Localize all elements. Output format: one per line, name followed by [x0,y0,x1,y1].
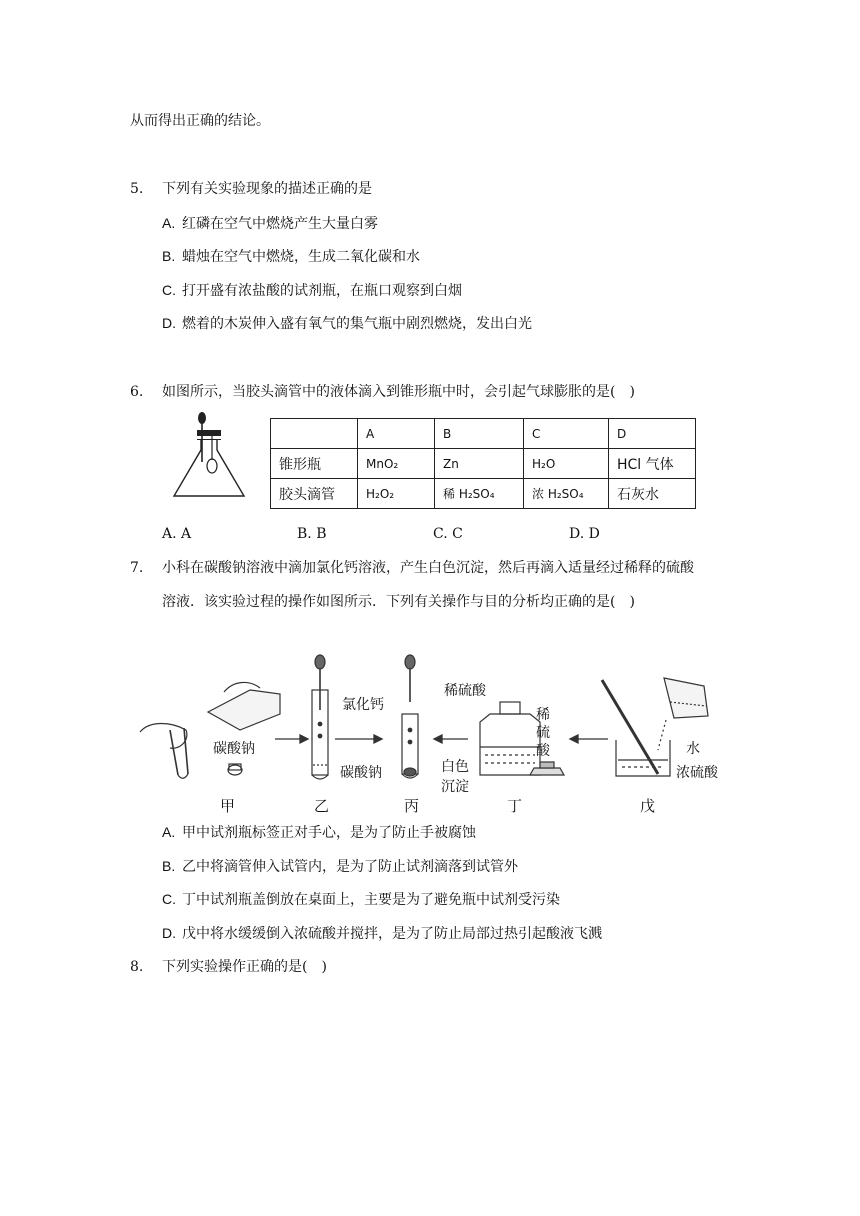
table-cell: 锥形瓶 [271,449,358,479]
q7-option-d[interactable] [162,923,602,944]
q6-choice-c[interactable]: C. C [433,526,463,542]
q5-option-b[interactable] [162,246,420,267]
label-calcium-chloride: 氯化钙 [342,697,384,713]
option-letter: D. [162,925,176,941]
option-letter: B. [162,858,176,874]
label-dilute-sulfuric-2c: 酸 [536,743,550,759]
step-jia-drawing [140,682,280,778]
option-letter: C. [162,891,176,907]
option-text: 乙中将滴管伸入试管内，是为了防止试剂滴落到试管外 [182,859,518,875]
q6-number: 6. [130,384,144,400]
option-letter: C. [162,282,176,298]
q5-stem: 下列有关实验现象的描述正确的是 [162,181,372,197]
q7-option-a[interactable] [162,822,476,843]
table-cell: HCl 气体 [609,449,696,479]
table-row [271,419,696,449]
q6-choice-d[interactable]: D. D [569,526,600,542]
caption-jia: 甲 [220,797,236,815]
q7-stem-line2: 溶液．该实验过程的操作如图所示．下列有关操作与目的分析均正确的是( ) [162,594,635,610]
option-letter: D. [162,315,176,331]
q7-number: 7. [130,560,144,576]
table-cell: C [524,419,609,449]
intro-tail-text: 从而得出正确的结论。 [130,113,270,129]
option-text: 红磷在空气中燃烧产生大量白雾 [182,216,378,232]
table-row [271,449,696,479]
table-cell: MnO₂ [358,449,435,479]
caption-ding: 丁 [507,797,523,815]
caption-bing: 丙 [404,797,420,815]
label-dilute-sulfuric-2a: 稀 [536,707,550,723]
table-cell: 浓 H₂SO₄ [524,479,609,509]
table-cell: 胶头滴管 [271,479,358,509]
option-letter: A. [162,215,176,231]
option-text: 蜡烛在空气中燃烧，生成二氧化碳和水 [182,249,420,265]
table-cell: H₂O₂ [358,479,435,509]
q7-option-b[interactable] [162,856,518,877]
step-yi-drawing [312,655,328,779]
label-precipitate: 沉淀 [441,779,469,795]
table-cell [271,419,358,449]
arrow-icon [275,735,608,743]
q5-option-d[interactable] [162,313,532,334]
q6-reagent-table [270,418,696,509]
q7-stem-line1: 小科在碳酸钠溶液中滴加氯化钙溶液，产生白色沉淀，然后再滴入适量经过稀释的硫酸 [162,560,694,576]
option-text: 打开盛有浓盐酸的试剂瓶，在瓶口观察到白烟 [182,283,462,299]
q6-choice-a[interactable]: A. A [162,526,192,542]
table-cell: D [609,419,696,449]
label-conc-sulfuric: 浓硫酸 [676,765,718,781]
q5-option-c[interactable] [162,280,462,301]
table-cell: B [435,419,524,449]
table-cell: A [358,419,435,449]
option-text: 燃着的木炭伸入盛有氧气的集气瓶中剧烈燃烧，发出白光 [182,316,532,332]
option-letter: A. [162,824,176,840]
q6-choice-b[interactable]: B. B [297,526,327,542]
label-water: 水 [686,741,700,757]
q8-stem: 下列实验操作正确的是( ) [162,959,327,975]
step-bing-drawing [402,655,418,778]
label-white: 白色 [441,759,469,775]
option-letter: B. [162,248,176,264]
table-cell: 稀 H₂SO₄ [435,479,524,509]
table-cell: Zn [435,449,524,479]
q6-stem: 如图所示，当胶头滴管中的液体滴入到锥形瓶中时，会引起气球膨胀的是( ) [162,384,635,400]
caption-yi: 乙 [314,797,330,815]
caption-wu: 戊 [640,797,656,815]
q5-option-a[interactable] [162,213,378,234]
option-text: 丁中试剂瓶盖倒放在桌面上，主要是为了避免瓶中试剂受污染 [182,892,560,908]
label-dilute-sulfuric-1: 稀硫酸 [444,683,486,699]
table-row [271,479,696,509]
label-dilute-sulfuric-2b: 硫 [536,725,550,741]
step-ding-drawing [480,702,564,775]
option-text: 戊中将水缓缓倒入浓硫酸并搅拌，是为了防止局部过热引起酸液飞溅 [182,926,602,942]
q7-procedure-figure [130,650,740,790]
label-sodium-carbonate-2: 碳酸钠 [340,765,382,781]
option-text: 甲中试剂瓶标签正对手心，是为了防止手被腐蚀 [182,825,476,841]
table-cell: 石灰水 [609,479,696,509]
q7-option-c[interactable] [162,889,560,910]
table-cell: H₂O [524,449,609,479]
q5-number: 5. [130,181,144,197]
flask-dropper-figure [168,410,250,502]
label-sodium-carbonate-1: 碳酸钠 [213,741,255,757]
q8-number: 8. [130,959,144,975]
